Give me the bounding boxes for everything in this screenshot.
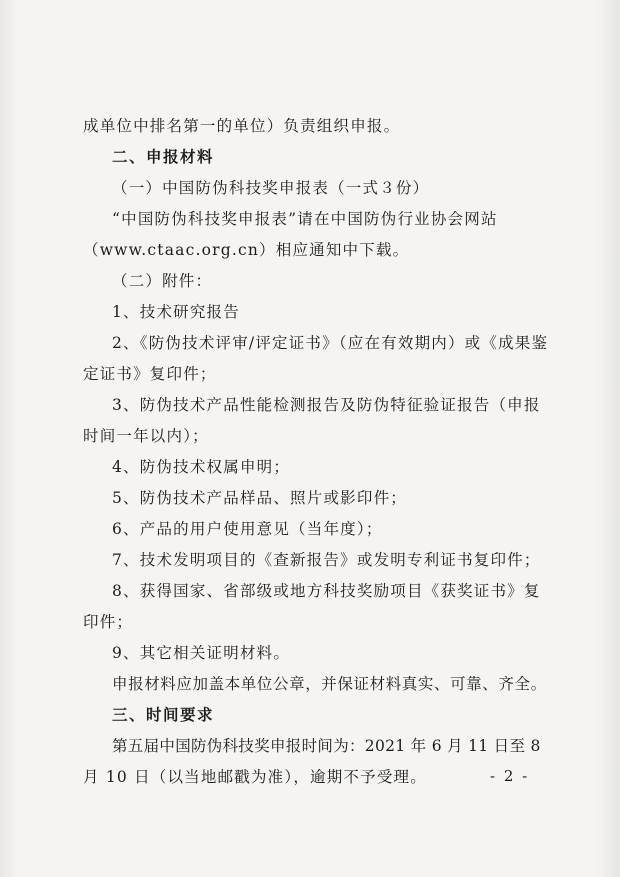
text-line-seal-requirement: 申报材料应加盖本单位公章，并保证材料真实、可靠、齐全。 bbox=[112, 675, 547, 693]
list-item-2: 2、《防伪技术评审/评定证书》（应在有效期内）或《成果鉴 bbox=[112, 334, 549, 352]
list-item-8: 8、获得国家、省部级或地方科技奖励项目《获奖证书》复 bbox=[112, 582, 541, 600]
list-item-9: 9、其它相关证明材料。 bbox=[112, 644, 291, 662]
text-line-continuation: 成单位中排名第一的单位）负责组织申报。 bbox=[83, 117, 401, 135]
list-item-3: 3、防伪技术产品性能检测报告及防伪特征验证报告（申报 bbox=[112, 396, 541, 414]
list-item-3-continued: 时间一年以内）； bbox=[83, 427, 209, 445]
list-item-5: 5、防伪技术产品样品、照片或影印件； bbox=[112, 489, 407, 507]
section-heading-materials: 二、申报材料 bbox=[112, 148, 215, 166]
list-item-7: 7、技术发明项目的《查新报告》或发明专利证书复印件； bbox=[112, 551, 541, 569]
list-item-2-continued: 定证书》复印件； bbox=[83, 365, 217, 383]
section-heading-time: 三、时间要求 bbox=[112, 706, 215, 724]
subsection-attachments: （二）附件： bbox=[112, 272, 213, 290]
page-number: - 2 - bbox=[490, 767, 530, 785]
list-item-6: 6、产品的用户使用意见（当年度）； bbox=[112, 520, 383, 538]
list-item-8-continued: 印件； bbox=[83, 613, 134, 631]
text-line-download-note: “中国防伪科技奖申报表”请在中国防伪行业协会网站 bbox=[112, 210, 498, 228]
text-line-website: （www.ctaac.org.cn）相应通知中下载。 bbox=[83, 241, 410, 259]
text-line-application-period: 第五届中国防伪科技奖申报时间为：2021 年 6 月 11 日至 8 bbox=[112, 737, 541, 755]
text-line-deadline: 月 10 日（以当地邮戳为准），逾期不予受理。 bbox=[83, 768, 427, 786]
subsection-application-form: （一）中国防伪科技奖申报表（一式３份） bbox=[112, 179, 430, 197]
list-item-4: 4、防伪技术权属申明； bbox=[112, 458, 291, 476]
list-item-1: 1、技术研究报告 bbox=[112, 303, 240, 321]
